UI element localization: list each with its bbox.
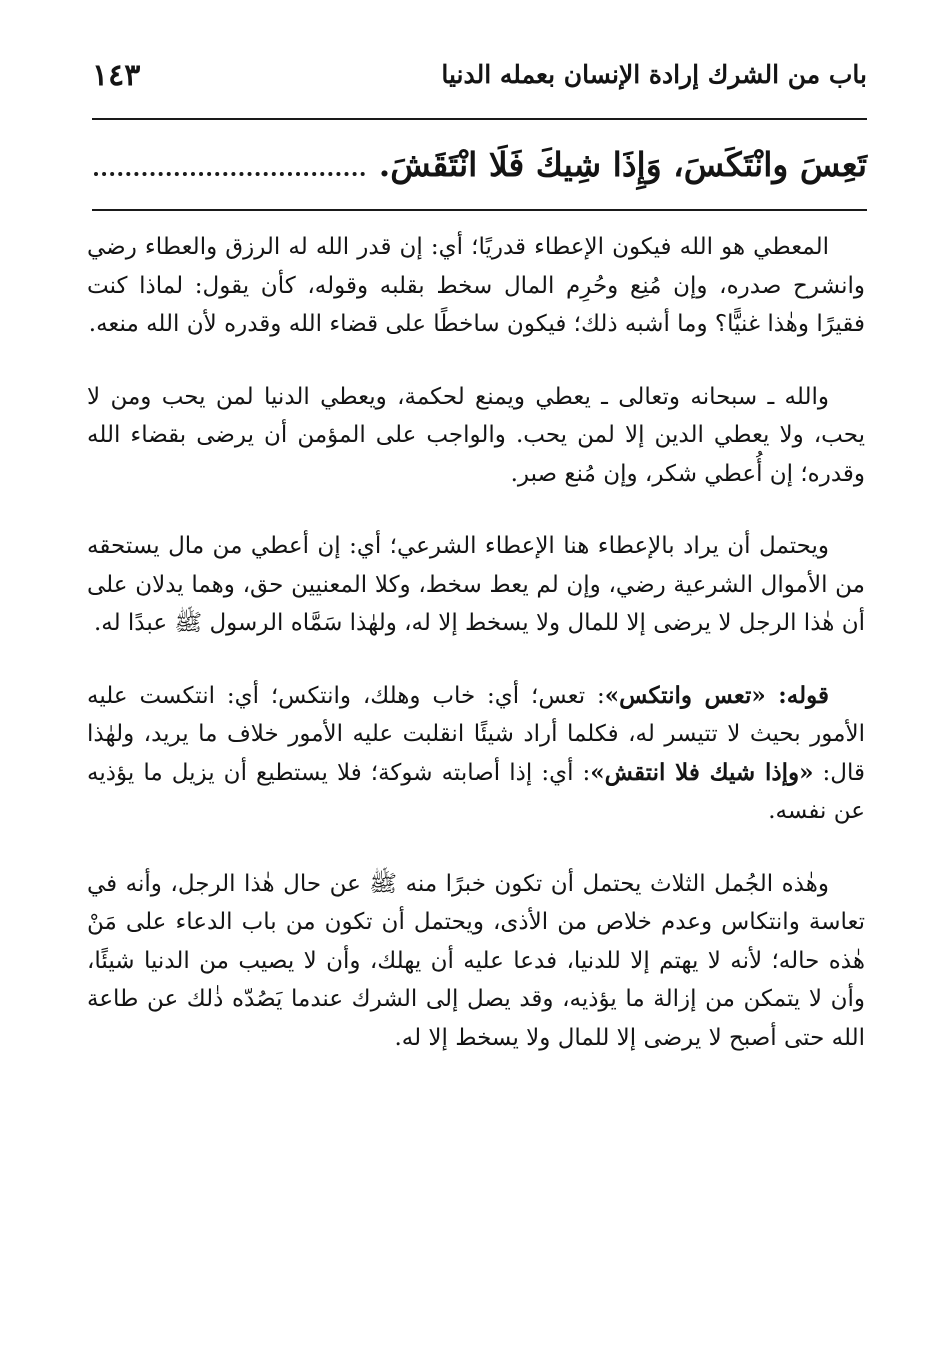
excerpt-divider — [92, 209, 867, 211]
paragraph-4-end: : أي: إذا أصابته شوكة؛ فلا يستطيع أن يزيل ما يؤذيه عن نفسه. — [87, 759, 865, 824]
paragraph-5: وهٰذه الجُمل الثلاث يحتمل أن تكون خبرًا منه ﷺ عن حال هٰذا الرجل، وأنه في تعاسة وانتكاس وعدم خلاص من الأذى، ويحتمل أن تكون من باب الدعاء على مَنْ هٰذه حاله؛ لأنه لا يهتم إلا للدنيا، فدعا عليه أن يهلك، وأن لا يصيب من الدنيا شيئًا، وأن لا يتمكن من إزالة ما يؤذيه، وقد يصل إلى الشرك عندما يَصُدّه ذٰلك عن طاعة الله حتى أصبح لا يرضى إلا للمال ولا يسخط إلا له. — [87, 870, 865, 1051]
quoted-phrase: «وإذا شيك فلا انتقش» — [590, 758, 814, 786]
commentary-lead: قوله: «تعس وانتكس» — [604, 681, 830, 709]
paragraph-3: ويحتمل أن يراد بالإعطاء هنا الإعطاء الشرعي؛ أي: إن أعطي من مال يستحقه من الأموال الشرعية رضي، وإن لم يعط سخط، وكلا المعنيين حق، وهما يدلان على أن هٰذا الرجل لا يرضى إلا للمال ولا يسخط إلا له، ولهٰذا سَمَّاه الرسول ﷺ عبدًا له. — [87, 533, 865, 636]
chapter-title: باب من الشرك إرادة الإنسان بعمله الدنيا — [441, 60, 867, 89]
paragraph-2: والله ـ سبحانه وتعالى ـ يعطي ويمنع لحكمة، ويعطي الدنيا لمن يحب ومن لا يحب، ولا يعطي الدين إلا لمن يحب. والواجب على المؤمن أن يرضى بقضاء الله وقدره؛ إن أُعطي شكر، وإن مُنع صبر. — [87, 383, 865, 487]
paragraph-4 — [87, 677, 865, 831]
running-header — [92, 56, 867, 104]
page-number: ١٤٣ — [92, 58, 141, 93]
commentary-body — [87, 228, 865, 1057]
dotted-leader — [94, 172, 365, 176]
paragraph-4-text: : تعس؛ أي: خاب وهلك، وانتكس؛ أي: انتكست عليه الأمور بحيث لا تتيسر له، فكلما أراد شيئًا انقلبت عليه الأمور خلاف ما يريد، ولهٰذا قال: — [87, 682, 865, 786]
paragraph-1: المعطي هو الله فيكون الإعطاء قدريًا؛ أي: إن قدر الله له الرزق والعطاء رضي وانشرح صدره، وإن مُنِع وحُرِم المال سخط بقلبه وقوله، كأن يقول: لماذا كنت فقيرًا وهٰذا غنيًّا؟ وما أشبه ذلك؛ فيكون ساخطًا على قضاء الله وقدره لأن الله منعه. — [87, 234, 865, 337]
hadith-excerpt — [92, 136, 867, 192]
header-divider — [92, 118, 867, 120]
hadith-text: تَعِسَ وانْتَكَسَ، وَإِذَا شِيكَ فَلَا انْتَقَشَ. — [378, 144, 867, 184]
